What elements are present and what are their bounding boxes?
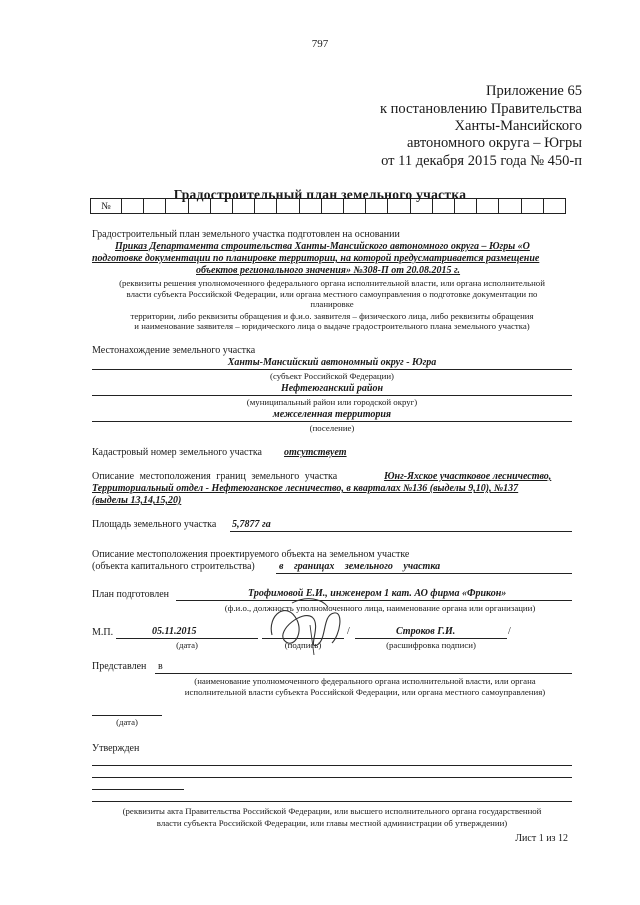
subject-caption: (субъект Российской Федерации) [270, 371, 394, 381]
page-number: 797 [311, 38, 329, 50]
boundaries-value-2: Территориальный отдел - Нефтеюганское лесничество, в кварталах №136 (выделы 9,10), №137 [92, 483, 519, 494]
boundaries-value-3: (выделы 13,14,15,20) [92, 495, 182, 506]
basis-caption-3: планировке [310, 299, 354, 309]
appendix-line-4: автономного округа – Югры [406, 135, 582, 151]
presented-caption-1: (наименование уполномоченного федерального органа исполнительной власти, или органа [194, 676, 536, 686]
settlement-value: межселенная территория [272, 409, 392, 420]
basis-value-1: Приказ Департамента строительства Ханты-Мансийского автономного округа – Югры «О [115, 241, 530, 252]
approved-caption-1: (реквизиты акта Правительства Российской Федерации, или высшего исполнительного органа государственной [122, 806, 542, 816]
appendix-line-5: от 11 декабря 2015 года № 450-п [381, 153, 582, 169]
basis-caption-2: власти субъекта Российской Федерации, или органа местного самоуправления о подготовке документации по [126, 289, 538, 299]
appendix-line-1: Приложение 65 [486, 83, 582, 99]
slash-right: / [508, 626, 511, 637]
prepared-caption: (ф.и.о., должность уполномоченного лица, наименование органа или организации) [224, 603, 536, 613]
appendix-line-2: к постановлению Правительства [380, 101, 582, 117]
basis-caption-5: и наименование заявителя – юридического лица о выдаче градостроительного плана земельного участка) [134, 321, 530, 331]
number-label: № [101, 200, 111, 212]
document-title: Градостроительный план земельного участка [173, 187, 467, 202]
stamp-mp: М.П. [92, 627, 114, 638]
planned-object-value: в границах земельного участка [279, 561, 441, 572]
basis-value-3: объектов регионального значения» №308-П от 20.08.2015 г. [196, 265, 461, 276]
area-label: Площадь земельного участка [92, 519, 217, 530]
signature-caption: (подпись) [284, 640, 322, 650]
area-value: 5,7877 га [232, 519, 271, 530]
presented-caption-2: исполнительной власти субъекта Российской Федерации, или органа местного самоуправления) [184, 687, 546, 697]
boundaries-value-1: Юнг-Яхское участковое лесничество, [384, 471, 552, 482]
sheet-counter: Лист 1 из 12 [515, 833, 568, 844]
boundaries-label: Описание местоположения границ земельного участка [92, 471, 338, 482]
basis-label: Градостроительный план земельного участка подготовлен на основании [92, 229, 400, 240]
settlement-caption: (поселение) [309, 423, 355, 433]
decoding-value: Строков Г.И. [396, 626, 456, 637]
basis-value-2: подготовке документации по планировке территории, на которой предусматривается размещение [92, 253, 540, 264]
presented-date-caption: (дата) [116, 717, 138, 727]
date-caption: (дата) [176, 640, 198, 650]
signature-drawing [262, 595, 362, 660]
date-value: 05.11.2015 [152, 626, 197, 637]
subject-value: Ханты-Мансийский автономный округ - Югра [227, 357, 437, 368]
approved-caption-2: власти субъекта Российской Федерации, или главы местной администрации об утверждении) [156, 818, 508, 828]
plan-number-grid [90, 198, 566, 214]
presented-value: в [158, 661, 163, 672]
prepared-label: План подготовлен [92, 589, 169, 600]
cadastral-value: отсутствует [284, 447, 347, 458]
district-value: Нефтеюганский район [281, 383, 383, 394]
basis-caption-4: территории, либо реквизиты обращения и ф.и.о. заявителя – физического лица, либо реквизиты обращения [130, 311, 534, 321]
planned-object-label: Описание местоположения проектируемого объекта на земельном участке [92, 549, 410, 560]
presented-label: Представлен [92, 661, 147, 672]
prepared-value: Трофимовой Е.И., инженером 1 кат. АО фирма «Фрикон» [248, 588, 507, 599]
basis-caption-1: (реквизиты решения уполномоченного федерального органа исполнительной власти, или органа исполнительной [119, 278, 545, 288]
cadastral-label: Кадастровый номер земельного участка [92, 447, 262, 458]
approved-label: Утвержден [92, 743, 140, 754]
decoding-caption: (расшифровка подписи) [386, 640, 476, 650]
planned-object-label-2: (объекта капитального строительства) [92, 561, 255, 572]
slash-left: / [347, 626, 350, 637]
appendix-line-3: Ханты-Мансийского [454, 118, 582, 134]
district-caption: (муниципальный район или городской округ) [246, 397, 418, 407]
location-label: Местонахождение земельного участка [92, 345, 256, 356]
